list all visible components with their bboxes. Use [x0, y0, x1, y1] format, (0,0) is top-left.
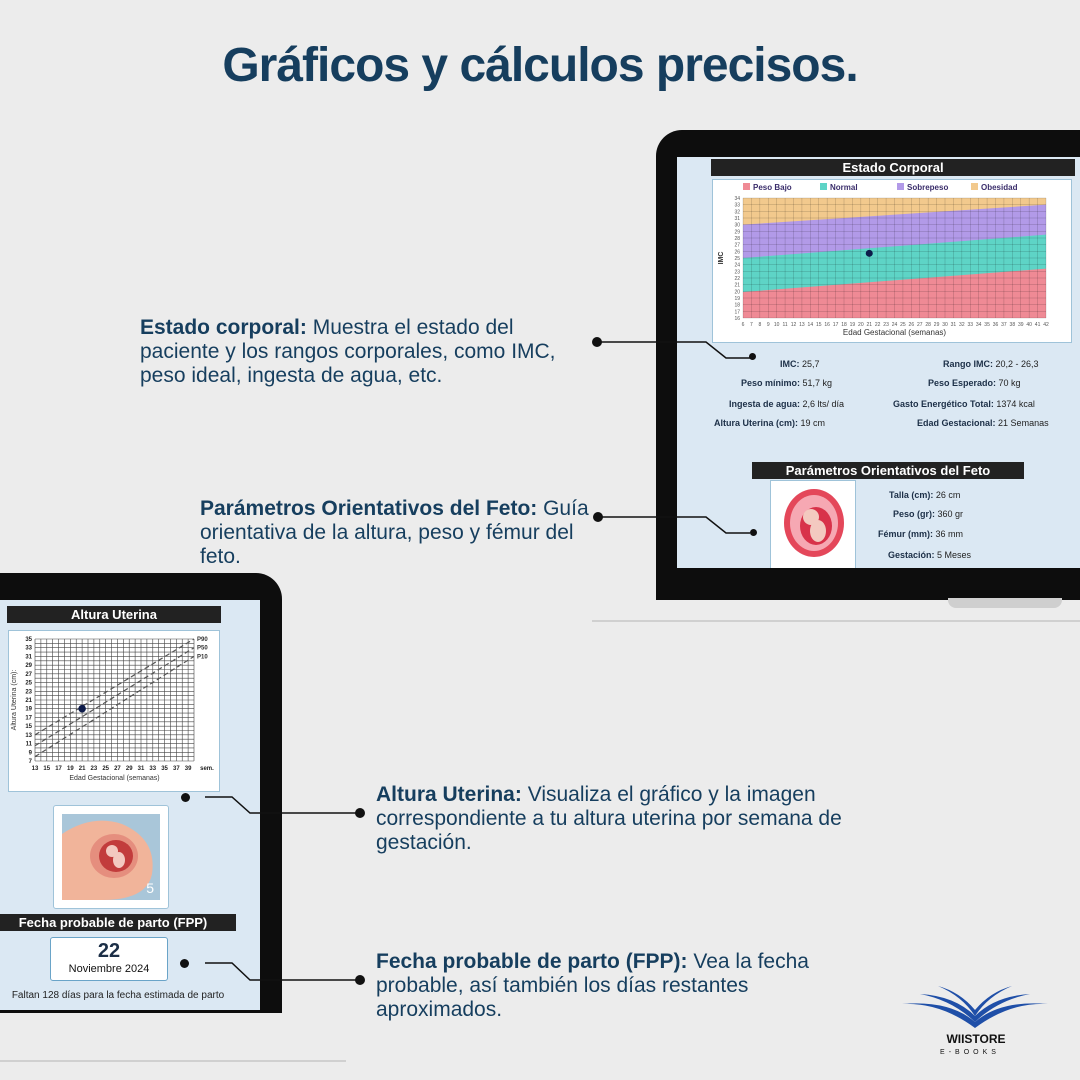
- x-tick-label: 23: [90, 766, 98, 772]
- logo-name: WIISTORE: [946, 1032, 1006, 1046]
- x-tick-label: 34: [975, 322, 982, 328]
- x-tick-label: 21: [866, 322, 873, 328]
- y-tick-label: 31: [734, 216, 740, 222]
- x-tick-label: 15: [815, 322, 822, 328]
- y-tick-label: 25: [734, 256, 740, 262]
- x-tick-label: 25: [102, 766, 110, 772]
- fetus-params-title: Parámetros Orientativos del Feto: [752, 462, 1024, 479]
- x-tick-label: 6: [741, 322, 745, 328]
- fpp-connector-dot: [180, 959, 189, 968]
- callout-fpp: Fecha probable de parto (FPP): Vea la fecha probable, así también los días restantes aproximados.: [376, 950, 809, 1021]
- y-tick-label: 19: [734, 296, 740, 302]
- wiistore-logo-icon: [900, 982, 1050, 1032]
- edad-gestacional-stat: Edad Gestacional: 21 Semanas: [917, 418, 1049, 428]
- y-axis-label: Altura Uterina (cm):: [11, 669, 18, 731]
- x-tick-label: 42: [1043, 322, 1049, 328]
- callout-parametros-feto: Parámetros Orientativos del Feto: Guía orientativa de la altura, peso y fémur del feto.: [200, 497, 589, 568]
- y-tick-label: 22: [734, 276, 740, 282]
- fpp-title: Fecha probable de parto (FPP): [0, 914, 236, 931]
- gasto-energetico-stat: Gasto Energético Total: 1374 kcal: [893, 399, 1035, 409]
- right-laptop-screen: [677, 157, 1080, 568]
- y-tick-label: 30: [734, 222, 740, 229]
- legend-swatch: [743, 183, 750, 190]
- x-tick-label: 12: [790, 322, 797, 328]
- legend-label: Peso Bajo: [753, 183, 792, 192]
- x-tick-label: 8: [758, 322, 762, 328]
- x-tick-label: 19: [849, 322, 856, 328]
- callout-estado-corporal: Estado corporal: Muestra el estado del paciente y los rangos corporales, como IMC, peso ideal, ingesta de agua, etc.: [140, 316, 556, 387]
- logo-subtitle: E-BOOKS: [940, 1049, 1000, 1056]
- x-tick-label: 26: [908, 322, 915, 328]
- x-tick-label: 24: [891, 322, 898, 328]
- altura-uterina-stat: Altura Uterina (cm): 19 cm: [714, 418, 826, 428]
- x-tick-label: 10: [773, 322, 780, 328]
- x-tick-label: 13: [799, 322, 805, 328]
- x-tick-label: 20: [858, 322, 864, 328]
- x-tick-label: 37: [172, 766, 180, 772]
- x-tick-label: 9: [766, 322, 770, 328]
- y-tick-label: 13: [25, 732, 32, 739]
- x-tick-label: 16: [824, 322, 830, 328]
- y-tick-label: 21: [25, 698, 32, 704]
- legend-label: Normal: [830, 183, 858, 192]
- page-headline: Gráficos y cálculos precisos.: [222, 39, 858, 92]
- y-tick-label: 34: [734, 196, 740, 202]
- imc-point: [866, 250, 873, 257]
- x-tick-label: 32: [959, 322, 965, 328]
- x-tick-label: 19: [66, 766, 74, 772]
- x-tick-label: 39: [184, 766, 192, 772]
- x-tick-label: 38: [1009, 322, 1016, 328]
- x-tick-label: 30: [942, 322, 948, 328]
- x-tick-label: 41: [1034, 322, 1041, 328]
- x-tick-label: 31: [137, 766, 145, 772]
- y-tick-label: 29: [25, 663, 32, 670]
- legend-label: Sobrepeso: [907, 183, 949, 192]
- y-tick-label: 23: [25, 689, 32, 696]
- image-number: 5: [146, 880, 154, 896]
- y-tick-label: 23: [734, 269, 740, 276]
- y-tick-label: 29: [734, 229, 740, 236]
- y-tick-label: 17: [734, 309, 740, 316]
- y-tick-label: 17: [25, 715, 32, 722]
- y-tick-label: 27: [734, 242, 740, 249]
- x-tick-label: 37: [1001, 322, 1007, 328]
- altura-uterina-chart: [9, 631, 221, 793]
- fpp-note: Faltan 128 días para la fecha estimada de parto: [11, 990, 225, 1001]
- y-tick-label: 18: [734, 302, 740, 309]
- fetus-image: [770, 480, 856, 568]
- fpp-day: 22: [97, 940, 121, 962]
- legend-swatch: [971, 183, 978, 190]
- y-tick-label: 9: [28, 750, 32, 757]
- imc-chart: [713, 180, 1073, 344]
- y-tick-label: 11: [25, 741, 32, 748]
- right-laptop: [656, 130, 1080, 600]
- altura-chart-box: [8, 630, 220, 792]
- y-tick-label: 20: [734, 289, 740, 296]
- percentile-label: P50: [197, 645, 208, 652]
- x-tick-label: 33: [149, 766, 157, 772]
- x-axis-label: Edad Gestacional (semanas): [69, 775, 160, 782]
- legend-swatch: [897, 183, 904, 190]
- estado-corporal-title: Estado Corporal: [711, 159, 1075, 176]
- left-shelf-line: [0, 1060, 346, 1062]
- y-tick-label: 33: [25, 645, 32, 652]
- y-tick-label: 19: [25, 706, 32, 713]
- x-tick-label: 35: [984, 322, 990, 328]
- y-tick-label: 31: [25, 654, 32, 661]
- ingesta-agua-stat: Ingesta de agua: 2,6 lts/ día: [729, 399, 845, 409]
- x-tick-label: 27: [114, 766, 121, 772]
- y-tick-label: 7: [28, 759, 32, 765]
- altura-point: [78, 705, 86, 713]
- peso-minimo-stat: Peso mínimo: 51,7 kg: [741, 378, 833, 388]
- stats-connector-dot: [749, 353, 756, 360]
- x-tick-label: 33: [967, 322, 974, 328]
- x-tick-label: 7: [750, 322, 753, 328]
- x-axis-label: Edad Gestacional (semanas): [842, 328, 947, 337]
- y-tick-label: 26: [734, 249, 740, 256]
- y-tick-label: 15: [25, 724, 32, 731]
- x-tick-label: 11: [782, 322, 788, 328]
- x-tick-label: 28: [925, 322, 931, 328]
- femur-stat: Fémur (mm): 36 mm: [878, 529, 964, 539]
- x-tick-label: 29: [933, 322, 940, 328]
- x-tick-label: 35: [161, 766, 168, 772]
- legend-swatch: [820, 183, 827, 190]
- y-tick-label: 28: [734, 236, 740, 242]
- peso-esperado-stat: Peso Esperado: 70 kg: [928, 378, 1021, 388]
- x-tick-label: 17: [832, 322, 839, 328]
- left-laptop: [0, 573, 282, 1013]
- talla-stat: Talla (cm): 26 cm: [889, 490, 961, 500]
- x-tick-label: 13: [31, 766, 39, 772]
- altura-connector-dot: [181, 793, 190, 802]
- x-tick-label: 25: [900, 322, 906, 328]
- x-tick-label: 40: [1026, 322, 1032, 328]
- y-tick-label: 32: [734, 209, 740, 216]
- x-tick-label: 17: [55, 766, 62, 772]
- y-tick-label: 24: [734, 262, 740, 269]
- y-axis-label: IMC: [718, 251, 725, 265]
- x-tick-label: 21: [78, 766, 86, 772]
- percentile-label: P90: [197, 637, 208, 643]
- right-laptop-base: [948, 598, 1062, 608]
- uterus-image: [62, 814, 160, 900]
- x-tick-label: 39: [1017, 322, 1024, 328]
- right-shelf-line: [592, 620, 1080, 622]
- legend-label: Obesidad: [981, 183, 1018, 192]
- x-tick-label: 27: [916, 322, 923, 328]
- x-tick-label: 29: [125, 766, 133, 772]
- gestacion-stat: Gestación: 5 Meses: [888, 550, 972, 560]
- uterus-image-frame: [53, 805, 169, 909]
- imc-stat: IMC: 25,7: [780, 359, 820, 369]
- altura-uterina-title: Altura Uterina: [7, 606, 221, 623]
- imc-chart-box: [712, 179, 1072, 343]
- fpp-date-card: [50, 937, 168, 981]
- callout-altura-uterina: Altura Uterina: Visualiza el gráfico y la imagen correspondiente a tu altura uterina por semana de gestación.: [376, 783, 842, 854]
- x-tick-label: 31: [950, 322, 957, 328]
- y-tick-label: 25: [25, 680, 32, 687]
- peso-fetal-stat: Peso (gr): 360 gr: [893, 509, 964, 519]
- fetus-connector-dot: [750, 529, 757, 536]
- y-tick-label: 21: [734, 282, 740, 289]
- x-tick-label: 14: [807, 322, 814, 328]
- left-laptop-screen: [0, 600, 260, 1010]
- fpp-month: Noviembre 2024: [68, 963, 150, 975]
- x-suffix-label: sem.: [200, 766, 214, 772]
- y-tick-label: 16: [734, 316, 740, 322]
- x-tick-label: 15: [43, 766, 51, 772]
- percentile-label: P10: [197, 654, 208, 661]
- rango-imc-stat: Rango IMC: 20,2 - 26,3: [943, 359, 1039, 369]
- x-tick-label: 18: [841, 322, 847, 328]
- y-tick-label: 27: [25, 671, 32, 678]
- y-tick-label: 35: [25, 637, 32, 643]
- x-tick-label: 23: [883, 322, 889, 328]
- x-tick-label: 22: [874, 322, 881, 328]
- y-tick-label: 33: [734, 202, 740, 209]
- x-tick-label: 36: [992, 322, 999, 328]
